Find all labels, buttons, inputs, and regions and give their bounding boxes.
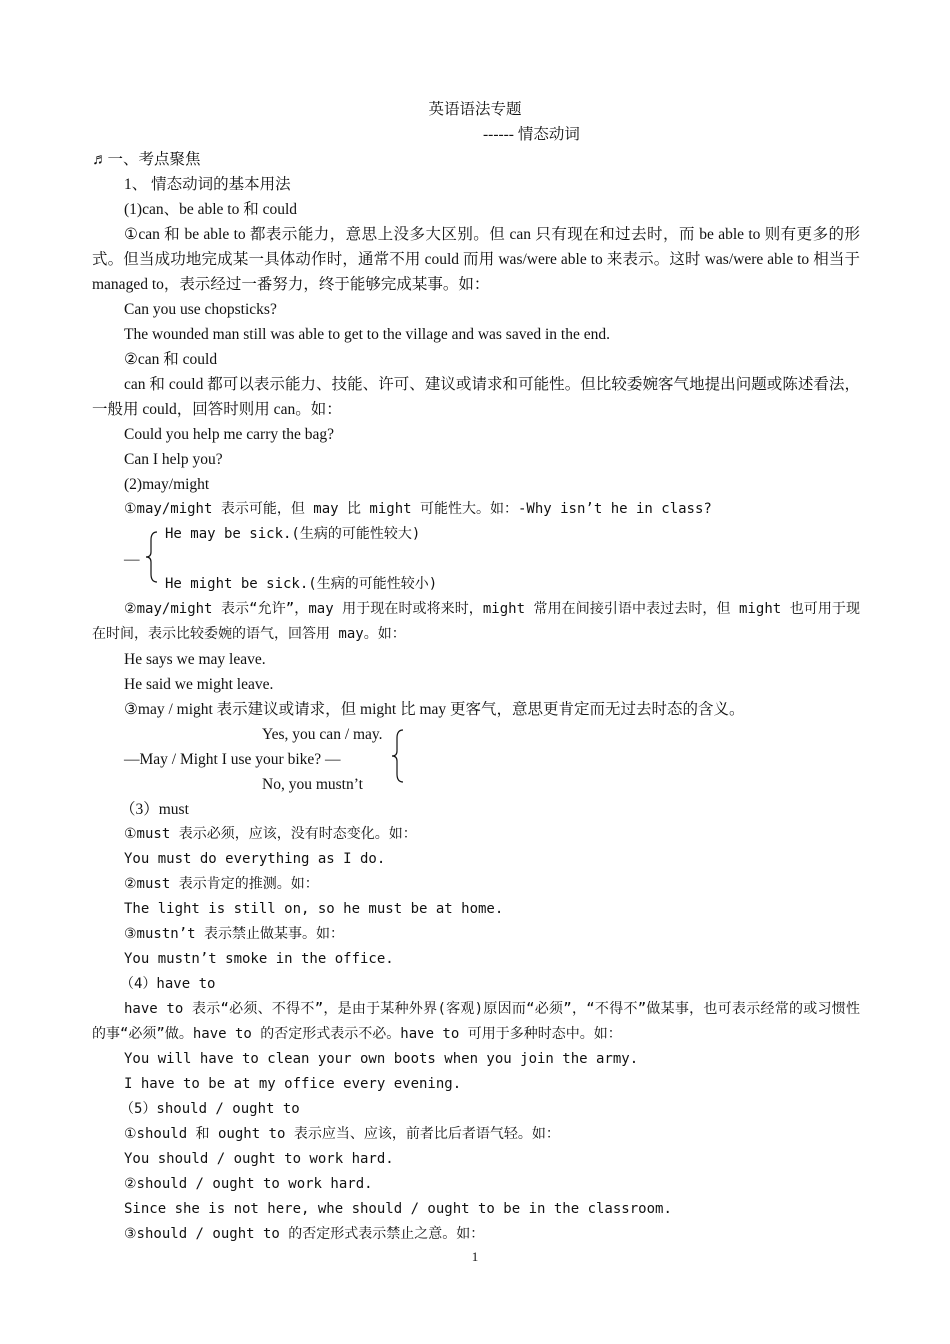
page-number: 1	[471, 1249, 479, 1264]
paragraph-may-3: ③may / might 表示建议或请求，但 might 比 may 更客气，意思更肯定而无过去时态的含义。	[124, 701, 745, 718]
example-sentence: Since she is not here, whe should / ought to be in the classroom.	[124, 1201, 672, 1217]
paragraph-should-1: ①should 和 ought to 表示应当、应该，前者比后者语气轻。如：	[124, 1126, 560, 1142]
example-sentence: I have to be at my office every evening.	[124, 1076, 462, 1092]
brace-icon	[390, 728, 406, 784]
paragraph-may-2: ②may/might 表示“允许”，may 用于现在时或将来时，might 常用在间接引语中表过去时，但 might 也可用于现在时间，表示比较委婉的语气，回答用 may。如：	[92, 601, 860, 642]
paragraph-must-3: ③mustn’t 表示禁止做某事。如：	[124, 926, 344, 942]
brace-icon	[144, 530, 160, 584]
answer-yes: Yes, you can / may.	[262, 726, 383, 743]
topic-heading-may: (2)may/might	[124, 476, 210, 493]
topic-heading-have-to: （4）have to	[120, 976, 216, 992]
example-sentence: He said we might leave.	[124, 676, 274, 693]
topic-heading-must: （3）must	[120, 801, 189, 818]
example-sentence: You should / ought to work hard.	[124, 1151, 394, 1167]
example-sentence: The light is still on, so he must be at home.	[124, 901, 504, 917]
topic-subheading: ②can 和 could	[124, 351, 218, 368]
example-sentence: You mustn’t smoke in the office.	[124, 951, 394, 967]
example-sentence: He may be sick.(生病的可能性较大)	[165, 526, 421, 542]
paragraph-can-1: ①can 和 be able to 都表示能力，意思上没多大区别。但 can 只有现在和过去时，而 be able to 则有更多的形式。但当成功地完成某一具体动作时，通常不用 could 而用 was/were able to 来表示。这时 was/were able to 相当于 managed to，表示经过一番努力，终于能够完成某事。如：	[92, 226, 860, 293]
paragraph-may-1: ①may/might 表示可能，但 may 比 might 可能性大。如：-Why isn’t he in class?	[124, 501, 712, 517]
subsection-heading: 1、 情态动词的基本用法	[124, 176, 291, 193]
example-sentence: You must do everything as I do.	[124, 851, 386, 867]
example-sentence: Can I help you?	[124, 451, 223, 468]
question-bike: —May / Might I use your bike? —	[124, 751, 341, 768]
paragraph-should-2: ②should / ought to work hard.	[124, 1176, 373, 1192]
example-sentence: The wounded man still was able to get to the village and was saved in the end.	[124, 326, 610, 343]
topic-heading-should: （5）should / ought to	[120, 1101, 300, 1117]
paragraph-must-1: ①must 表示必须，应该，没有时态变化。如：	[124, 826, 417, 842]
document-subtitle: ------ 情态动词	[483, 126, 580, 143]
example-sentence: You will have to clean your own boots when you join the army.	[124, 1051, 639, 1067]
example-sentence: Could you help me carry the bag?	[124, 426, 335, 443]
paragraph-have-to: have to 表示“必须、不得不”，是由于某种外界(客观)原因而“必须”，“不得不”做某事，也可表示经常的或习惯性的事“必须”做。have to 的否定形式表示不必。have to 可用于多种时态中。如：	[92, 1001, 860, 1042]
example-sentence: He might be sick.(生病的可能性较小)	[165, 576, 438, 592]
paragraph-should-3: ③should / ought to 的否定形式表示禁止之意。如：	[124, 1226, 485, 1242]
document-title: 英语语法专题	[428, 101, 522, 118]
example-sentence: He says we may leave.	[124, 651, 266, 668]
dash: —	[124, 551, 140, 568]
topic-heading-can: (1)can、be able to 和 could	[124, 201, 298, 218]
answer-no: No, you mustn’t	[262, 776, 363, 793]
paragraph-must-2: ②must 表示肯定的推测。如：	[124, 876, 319, 892]
section-heading: ♬一、考点聚焦	[92, 151, 201, 168]
paragraph-can-2: can 和 could 都可以表示能力、技能、许可、建议或请求和可能性。但比较委婉客气地提出问题或陈述看法，一般用 could，回答时则用 can。如：	[92, 376, 860, 418]
example-sentence: Can you use chopsticks?	[124, 301, 277, 318]
